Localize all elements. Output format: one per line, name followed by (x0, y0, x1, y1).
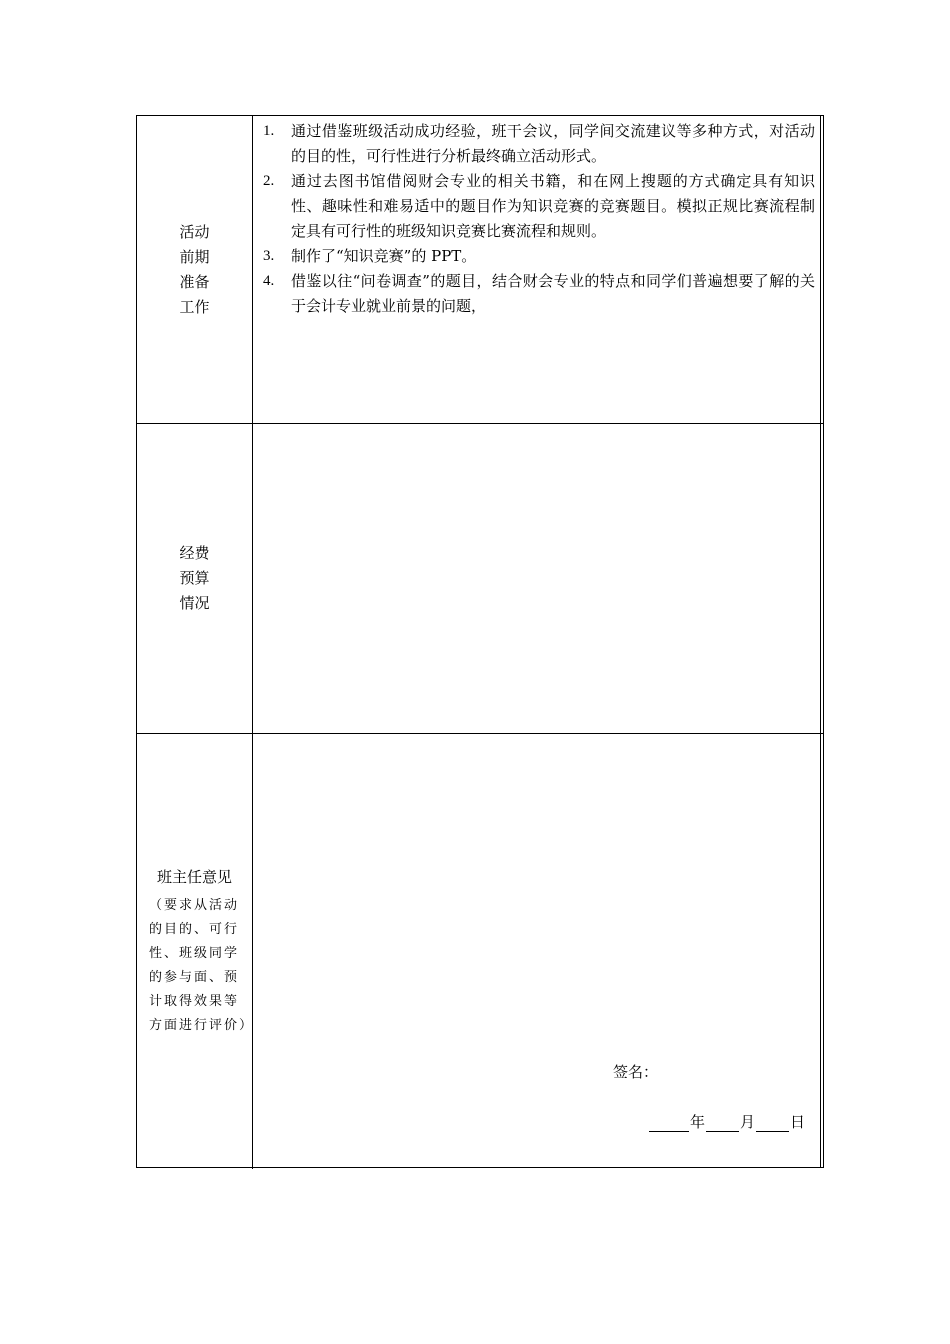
list-item (263, 269, 815, 319)
item-number: 1. (263, 123, 275, 139)
label-line: 活动 (179, 222, 210, 241)
month-label: 月 (740, 1113, 756, 1131)
label-line: 预算 (179, 569, 210, 587)
item-text: 通过借鉴班级活动成功经验，班干会议，同学间交流建议等多种方式，对活动的目的性，可行性进行分析最终确立活动形式。 (291, 122, 815, 165)
list-item (263, 169, 815, 244)
label-line: 前期 (179, 247, 210, 266)
year-blank[interactable] (649, 1115, 689, 1132)
month-blank[interactable] (706, 1115, 739, 1132)
preparation-label (137, 116, 253, 423)
row-budget (137, 424, 823, 734)
comment-title: 班主任意见 (156, 868, 232, 886)
teacher-comment-label (137, 734, 253, 1169)
label-line: 经费 (179, 544, 210, 562)
budget-content[interactable] (253, 424, 823, 733)
teacher-comment-content[interactable] (253, 734, 823, 1169)
day-blank[interactable] (756, 1115, 789, 1132)
item-text: 通过去图书馆借阅财会专业的相关书籍，和在网上搜题的方式确定具有知识性、趣味性和难易适中的题目作为知识竞赛的竞赛题目。模拟正规比赛流程制定具有可行性的班级知识竞赛比赛流程和规则。 (291, 172, 815, 240)
activity-form-table (136, 115, 824, 1168)
preparation-content (253, 116, 823, 423)
label-line: 工作 (179, 297, 210, 316)
signature-label: 签名： (613, 1063, 659, 1081)
item-number: 2. (263, 173, 275, 189)
item-text: 借鉴以往“问卷调查”的题目，结合财会专业的特点和同学们普遍想要了解的关于会计专业就业前景的问题， (291, 272, 815, 315)
item-number: 3. (263, 248, 275, 264)
list-item (263, 244, 815, 269)
comment-instructions: （要求从活动的目的、可行性、班级同学的参与面、预计取得效果等方面进行评价） (149, 898, 255, 1033)
label-line: 情况 (179, 594, 210, 612)
day-label: 日 (790, 1113, 806, 1131)
item-number: 4. (263, 273, 275, 289)
row-teacher-comment (137, 734, 823, 1169)
item-text: 制作了“知识竞赛”的 PPT。 (291, 247, 477, 265)
budget-label (137, 424, 253, 733)
year-label: 年 (690, 1113, 706, 1131)
label-line: 准备 (179, 272, 210, 291)
preparation-list (263, 119, 815, 319)
date-line (648, 1111, 805, 1132)
row-preparation (137, 116, 823, 424)
list-item (263, 119, 815, 169)
